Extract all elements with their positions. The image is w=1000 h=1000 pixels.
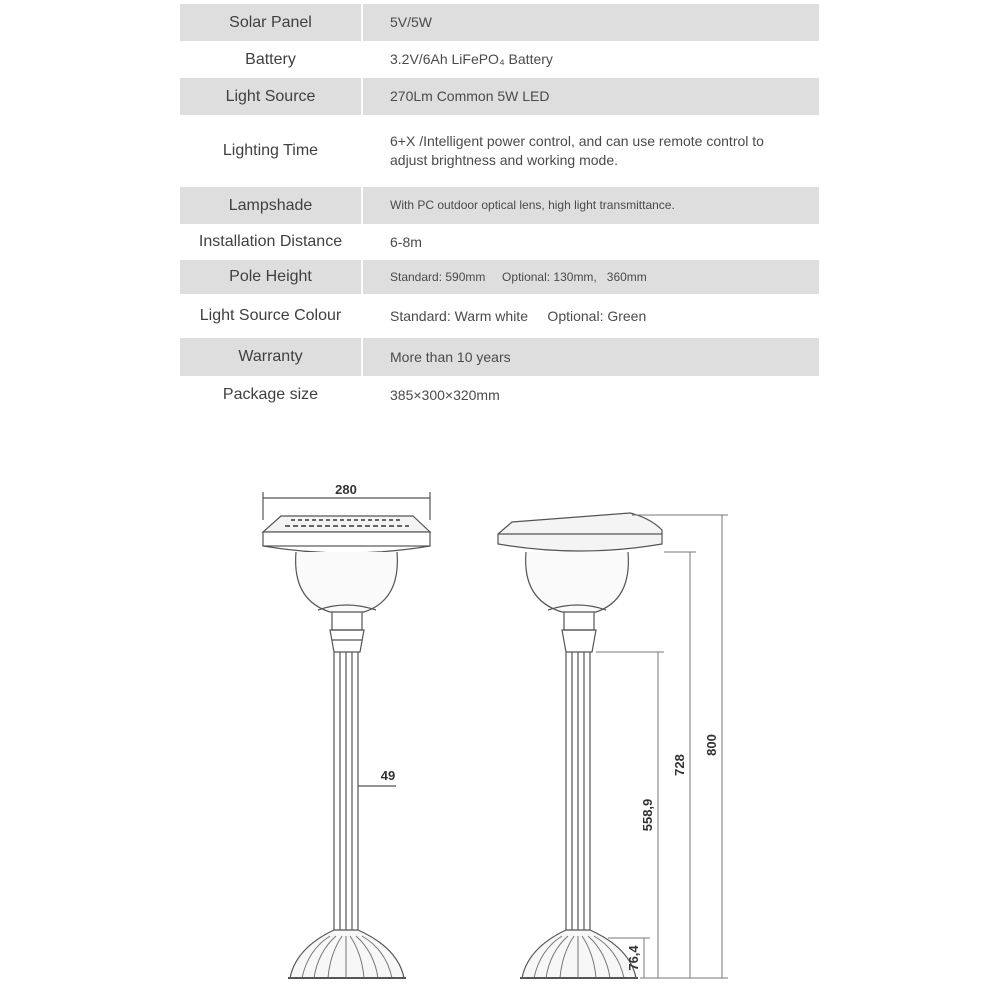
spec-name: Warranty — [238, 348, 303, 365]
spec-name: Lampshade — [228, 196, 313, 214]
spec-value: 5V/5W — [361, 4, 819, 41]
width-label: 280 — [335, 482, 357, 497]
front-view-lamp — [263, 492, 430, 978]
mid-height-label: 558,9 — [640, 798, 655, 832]
spec-value: 270Lm Common 5W LED — [361, 78, 819, 115]
spec-value: 385×300×320mm — [361, 376, 819, 414]
total-height-label: 800 — [704, 734, 719, 756]
spec-value: 6+X /Intelligent power control, and can use remote control to adjust brightness and working mode. — [361, 115, 819, 187]
spec-value: Standard: Warm white Optional: Green — [361, 294, 819, 338]
spec-name: Solar Panel — [229, 13, 312, 31]
pole-height-label: 728 — [672, 754, 687, 776]
spec-value: 3.2V/6Ah LiFePO₄ Battery — [361, 41, 819, 78]
pole-diameter-label: 49 — [380, 768, 396, 783]
spec-name: Light Source Colour — [199, 307, 342, 324]
spec-value: More than 10 years — [361, 338, 819, 376]
spec-name: Installation Distance — [198, 233, 343, 250]
spec-value: Standard: 590mm Optional: 130mm, 360mm — [361, 260, 819, 294]
base-height-label: 76,4 — [626, 945, 641, 971]
spec-name: Package size — [222, 386, 319, 403]
spec-name: Battery — [245, 50, 296, 68]
side-view-lamp — [498, 513, 662, 978]
spec-name: Lighting Time — [222, 142, 319, 159]
spec-value: With PC outdoor optical lens, high light transmittance. — [361, 187, 819, 224]
spec-value: 6-8m — [361, 224, 819, 260]
spec-name: Light Source — [225, 87, 316, 105]
spec-name: Pole Height — [229, 268, 312, 285]
